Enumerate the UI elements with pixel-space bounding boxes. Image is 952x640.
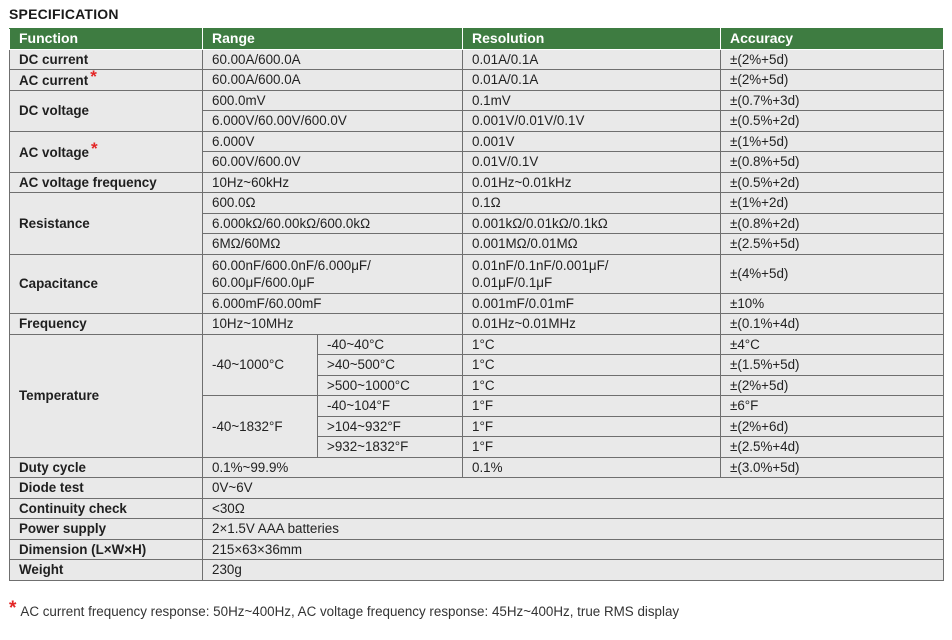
subrange-cell: -40~40°C (318, 334, 463, 355)
resolution-cell: 0.001kΩ/0.01kΩ/0.1kΩ (463, 213, 721, 234)
function-cell: Dimension (L×W×H) (10, 539, 203, 560)
resolution-cell: 1°F (463, 437, 721, 458)
accuracy-cell: ±(0.5%+2d) (721, 172, 944, 193)
table-row (10, 193, 944, 214)
range-cell: 10Hz~10MHz (203, 314, 463, 335)
function-cell: Capacitance (10, 254, 203, 314)
accuracy-cell: ±(3.0%+5d) (721, 457, 944, 478)
footnote (9, 600, 679, 622)
subrange-cell: >40~500°C (318, 355, 463, 376)
subrange-cell: >500~1000°C (318, 375, 463, 396)
resolution-cell: 0.01A/0.1A (463, 70, 721, 91)
range-cell: 600.0mV (203, 90, 463, 111)
specification-table (9, 28, 944, 581)
range-line: 60.00μF/600.0μF (212, 274, 315, 290)
resolution-cell: 0.01Hz~0.01kHz (463, 172, 721, 193)
accuracy-cell: ±(0.8%+5d) (721, 152, 944, 173)
range-cell: 6.000mF/60.00mF (203, 293, 463, 314)
table-row (10, 457, 944, 478)
table-header-row (10, 29, 944, 50)
footnote-text: AC current frequency response: 50Hz~400Hz, AC voltage frequency response: 45Hz~400Hz, true RMS display (20, 604, 680, 619)
function-cell (10, 70, 203, 91)
range-cell: -40~1000°C (203, 334, 318, 396)
table-row (10, 172, 944, 193)
accuracy-cell: ±6°F (721, 396, 944, 417)
accuracy-cell: ±10% (721, 293, 944, 314)
resolution-cell: 0.001V/0.01V/0.1V (463, 111, 721, 132)
function-cell (10, 131, 203, 172)
range-cell: 6.000V (203, 131, 463, 152)
range-cell: 10Hz~60kHz (203, 172, 463, 193)
range-cell: 600.0Ω (203, 193, 463, 214)
resolution-cell: 0.1Ω (463, 193, 721, 214)
function-cell: Diode test (10, 478, 203, 499)
accuracy-cell: ±(1.5%+5d) (721, 355, 944, 376)
function-cell: Power supply (10, 519, 203, 540)
table-row (10, 539, 944, 560)
value-cell: 2×1.5V AAA batteries (203, 519, 944, 540)
footnote-star: * (9, 598, 17, 619)
subrange-cell: -40~104°F (318, 396, 463, 417)
accuracy-cell: ±(2%+5d) (721, 375, 944, 396)
function-cell: Weight (10, 560, 203, 581)
header-accuracy: Accuracy (721, 29, 944, 50)
accuracy-cell: ±(1%+2d) (721, 193, 944, 214)
resolution-cell: 1°C (463, 334, 721, 355)
subrange-cell: >104~932°F (318, 416, 463, 437)
table-row (10, 90, 944, 111)
value-cell: 0V~6V (203, 478, 944, 499)
accuracy-cell: ±(0.7%+3d) (721, 90, 944, 111)
table-row (10, 49, 944, 70)
function-cell: Duty cycle (10, 457, 203, 478)
table-row (10, 560, 944, 581)
range-cell: -40~1832°F (203, 396, 318, 458)
table-row (10, 131, 944, 152)
resolution-cell: 0.01A/0.1A (463, 49, 721, 70)
table-row (10, 70, 944, 91)
header-range: Range (203, 29, 463, 50)
table-row (10, 498, 944, 519)
resolution-cell: 0.1mV (463, 90, 721, 111)
subrange-cell: >932~1832°F (318, 437, 463, 458)
accuracy-cell: ±(0.5%+2d) (721, 111, 944, 132)
page-title: SPECIFICATION (9, 6, 119, 22)
footnote-star: * (90, 69, 97, 86)
accuracy-cell: ±(2%+5d) (721, 70, 944, 91)
table-row (10, 334, 944, 355)
function-cell: Frequency (10, 314, 203, 335)
resolution-cell: 1°F (463, 396, 721, 417)
accuracy-cell: ±(0.1%+4d) (721, 314, 944, 335)
resolution-cell: 0.001mF/0.01mF (463, 293, 721, 314)
value-cell: 230g (203, 560, 944, 581)
function-cell: Continuity check (10, 498, 203, 519)
header-resolution: Resolution (463, 29, 721, 50)
footnote-star: * (90, 138, 98, 158)
table-row (10, 519, 944, 540)
range-cell: 6.000V/60.00V/600.0V (203, 111, 463, 132)
value-cell: <30Ω (203, 498, 944, 519)
resolution-cell: 1°F (463, 416, 721, 437)
range-cell: 6.000kΩ/60.00kΩ/600.0kΩ (203, 213, 463, 234)
function-cell: Temperature (10, 334, 203, 457)
accuracy-cell: ±(1%+5d) (721, 131, 944, 152)
function-cell: AC voltage frequency (10, 172, 203, 193)
accuracy-cell: ±4°C (721, 334, 944, 355)
resolution-cell: 1°C (463, 375, 721, 396)
range-cell (203, 254, 463, 293)
range-cell: 60.00A/600.0A (203, 70, 463, 91)
range-cell: 60.00A/600.0A (203, 49, 463, 70)
resolution-cell: 0.001V (463, 131, 721, 152)
range-cell: 60.00V/600.0V (203, 152, 463, 173)
resolution-line: 0.01μF/0.1μF (472, 274, 553, 290)
header-function: Function (10, 29, 203, 50)
range-line: 60.00nF/600.0nF/6.000μF/ (212, 257, 371, 273)
accuracy-cell: ±(2%+6d) (721, 416, 944, 437)
value-cell: 215×63×36mm (203, 539, 944, 560)
resolution-cell: 0.1% (463, 457, 721, 478)
accuracy-cell: ±(0.8%+2d) (721, 213, 944, 234)
accuracy-cell: ±(2%+5d) (721, 49, 944, 70)
accuracy-cell: ±(2.5%+5d) (721, 234, 944, 255)
table-row (10, 478, 944, 499)
resolution-cell: 0.01V/0.1V (463, 152, 721, 173)
resolution-cell: 1°C (463, 355, 721, 376)
resolution-line: 0.01nF/0.1nF/0.001μF/ (472, 257, 609, 273)
table-row (10, 254, 944, 293)
range-cell: 6MΩ/60MΩ (203, 234, 463, 255)
function-label: AC current (19, 72, 89, 88)
table-row (10, 314, 944, 335)
resolution-cell: 0.001MΩ/0.01MΩ (463, 234, 721, 255)
range-cell: 0.1%~99.9% (203, 457, 463, 478)
accuracy-cell: ±(2.5%+4d) (721, 437, 944, 458)
function-label: AC voltage (19, 144, 89, 160)
accuracy-cell: ±(4%+5d) (721, 254, 944, 293)
function-cell: Resistance (10, 193, 203, 255)
resolution-cell: 0.01Hz~0.01MHz (463, 314, 721, 335)
function-cell: DC current (10, 49, 203, 70)
resolution-cell (463, 254, 721, 293)
function-cell: DC voltage (10, 90, 203, 131)
